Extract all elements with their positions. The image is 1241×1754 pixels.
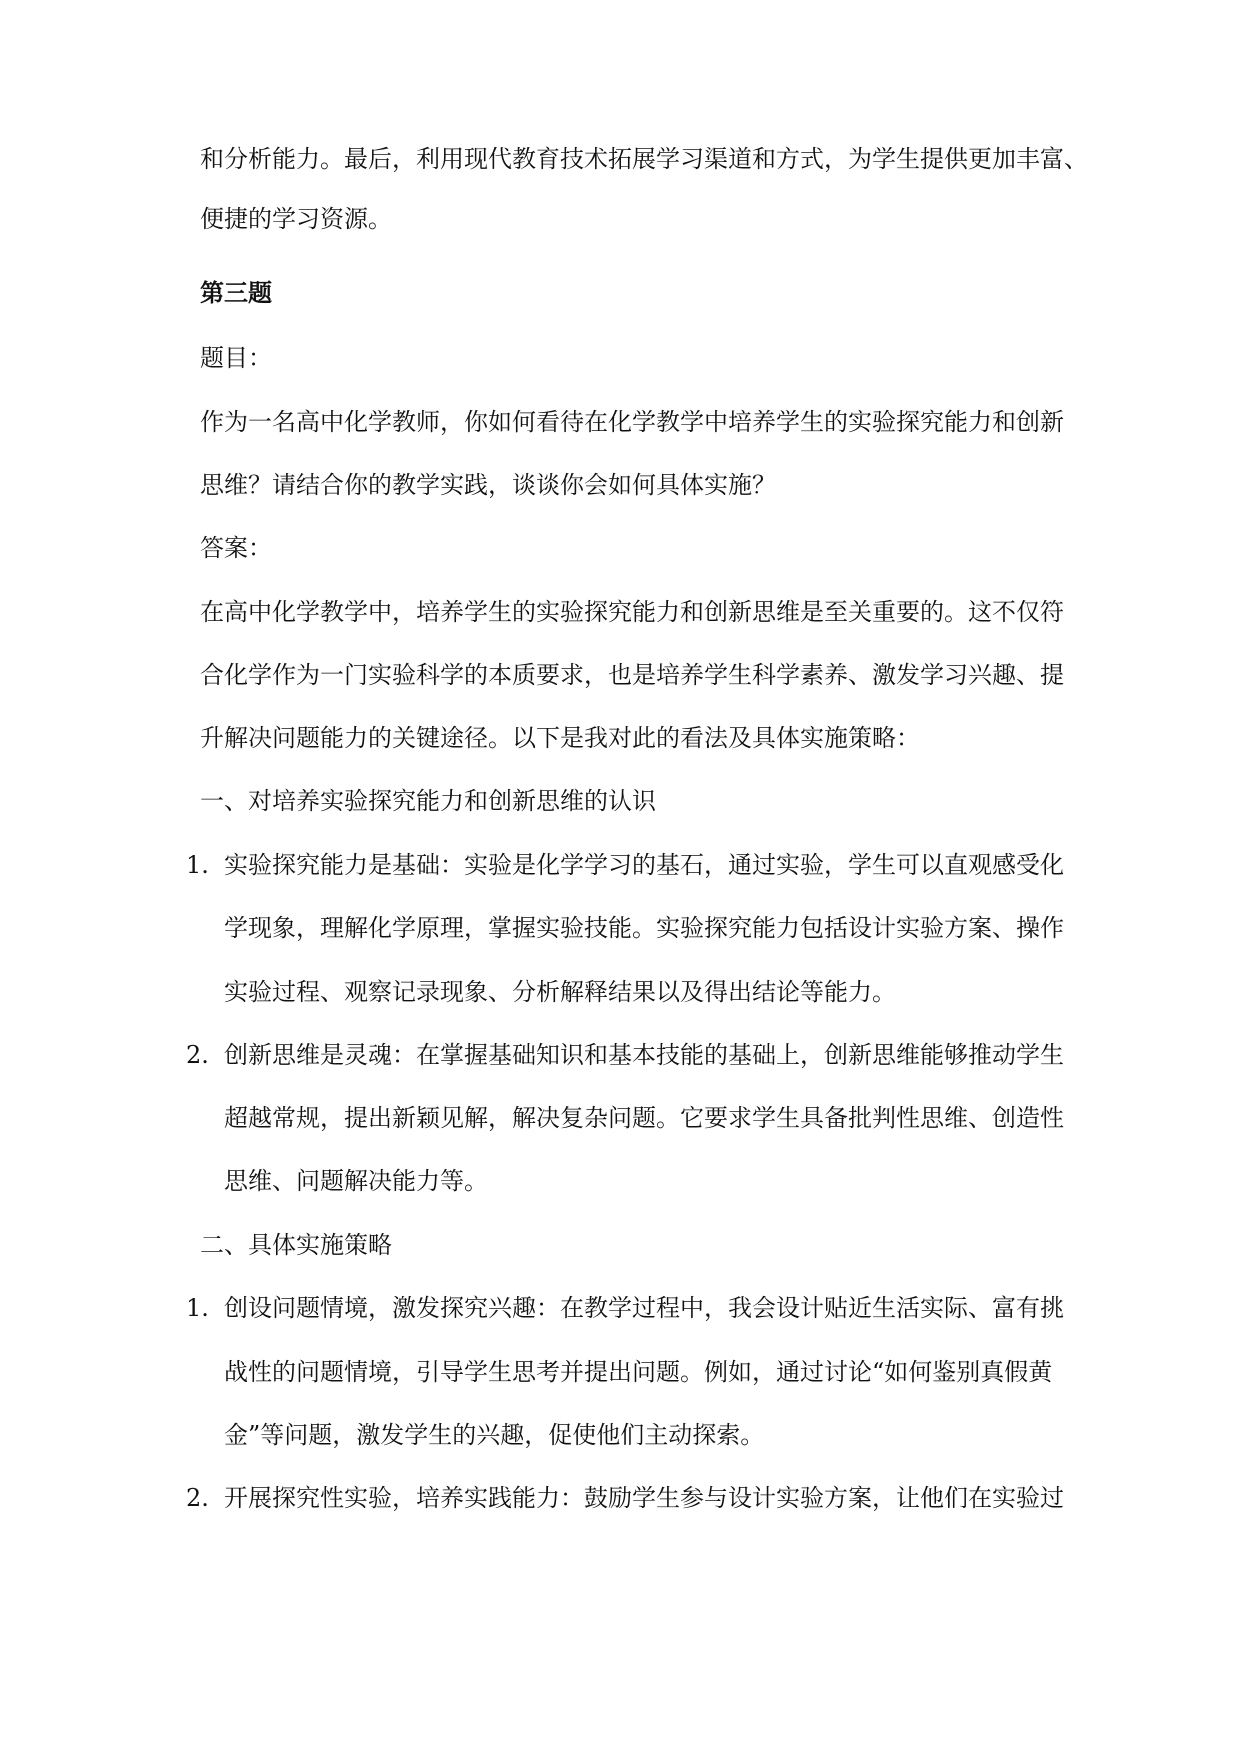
answer-text-line: 合化学作为一门实验科学的本质要求，也是培养学生科学素养、激发学习兴趣、提 xyxy=(200,661,1064,689)
answer-text-line: 在高中化学教学中，培养学生的实验探究能力和创新思维是至关重要的。这不仅符 xyxy=(200,598,1064,626)
question-heading: 第三题 xyxy=(200,278,272,307)
question-text-line: 作为一名高中化学教师，你如何看待在化学教学中培养学生的实验探究能力和创新 xyxy=(200,408,1064,436)
question-text-line: 思维？请结合你的教学实践，谈谈你会如何具体实施？ xyxy=(200,471,776,499)
list-item-line: 学现象，理解化学原理，掌握实验技能。实验探究能力包括设计实验方案、操作 xyxy=(224,914,1064,942)
list-item-line: 创新思维是灵魂：在掌握基础知识和基本技能的基础上，创新思维能够推动学生 xyxy=(224,1041,1064,1069)
answer-label: 答案： xyxy=(200,534,272,562)
list-item-line: 思维、问题解决能力等。 xyxy=(224,1167,488,1195)
list-item-line: 实验过程、观察记录现象、分析解释结果以及得出结论等能力。 xyxy=(224,978,896,1006)
section-heading: 一、对培养实验探究能力和创新思维的认识 xyxy=(200,787,656,815)
section-heading: 二、具体实施策略 xyxy=(200,1231,392,1259)
paragraph-line: 便捷的学习资源。 xyxy=(200,205,392,233)
list-number: 1. xyxy=(186,1294,209,1322)
paragraph-line: 和分析能力。最后，利用现代教育技术拓展学习渠道和方式，为学生提供更加丰富、 xyxy=(200,145,1088,173)
list-item-line: 金”等问题，激发学生的兴趣，促使他们主动探索。 xyxy=(224,1421,765,1449)
list-number: 2. xyxy=(186,1041,209,1069)
list-item-line: 超越常规，提出新颖见解，解决复杂问题。它要求学生具备批判性思维、创造性 xyxy=(224,1104,1064,1132)
list-item-line: 开展探究性实验，培养实践能力：鼓励学生参与设计实验方案，让他们在实验过 xyxy=(224,1484,1064,1512)
question-label: 题目： xyxy=(200,344,272,372)
list-item-line: 实验探究能力是基础：实验是化学学习的基石，通过实验，学生可以直观感受化 xyxy=(224,851,1064,879)
list-item-line: 战性的问题情境，引导学生思考并提出问题。例如，通过讨论“如何鉴别真假黄 xyxy=(224,1358,1053,1386)
list-number: 1. xyxy=(186,851,209,879)
list-item-line: 创设问题情境，激发探究兴趣：在教学过程中，我会设计贴近生活实际、富有挑 xyxy=(224,1294,1064,1322)
answer-text-line: 升解决问题能力的关键途径。以下是我对此的看法及具体实施策略： xyxy=(200,724,920,752)
list-number: 2. xyxy=(186,1484,209,1512)
